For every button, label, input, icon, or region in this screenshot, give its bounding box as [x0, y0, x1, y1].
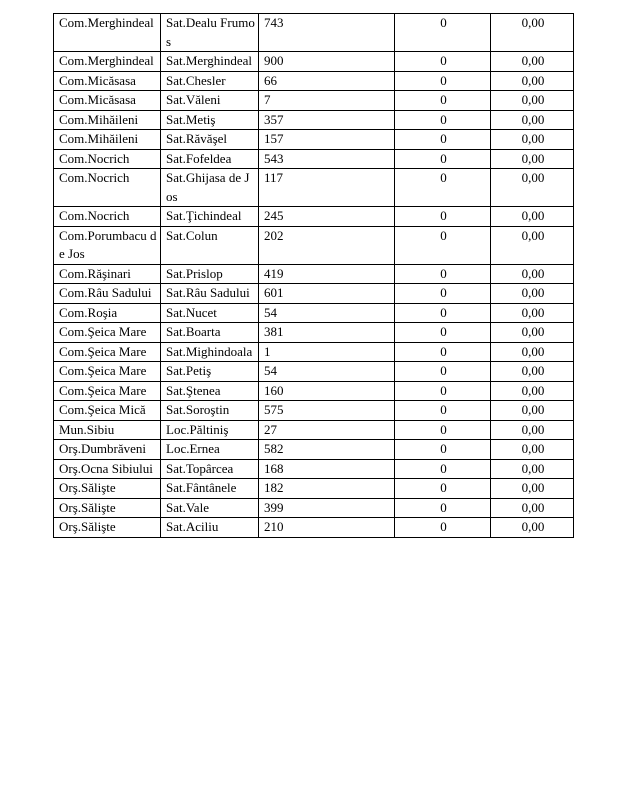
table-row	[54, 518, 574, 538]
cell-value-1: 202	[259, 226, 395, 264]
cell-value-2: 0	[395, 226, 491, 264]
cell-comuna: Orş.Dumbrăveni	[54, 440, 161, 460]
table-row	[54, 149, 574, 169]
cell-sat: Sat.Văleni	[161, 91, 259, 111]
cell-value-3: 0,00	[491, 110, 574, 130]
cell-value-1: 419	[259, 264, 395, 284]
cell-value-2: 0	[395, 149, 491, 169]
cell-sat: Loc.Ernea	[161, 440, 259, 460]
cell-value-1: 601	[259, 284, 395, 304]
cell-value-3: 0,00	[491, 284, 574, 304]
cell-sat: Sat.Chesler	[161, 71, 259, 91]
cell-value-3: 0,00	[491, 169, 574, 207]
cell-value-3: 0,00	[491, 264, 574, 284]
cell-value-1: 210	[259, 518, 395, 538]
cell-comuna: Com.Şeica Mare	[54, 342, 161, 362]
table-row	[54, 342, 574, 362]
cell-comuna: Orş.Sălişte	[54, 498, 161, 518]
cell-sat: Loc.Păltiniş	[161, 420, 259, 440]
cell-value-2: 0	[395, 130, 491, 150]
table-row	[54, 479, 574, 499]
cell-sat: Sat.Soroştin	[161, 401, 259, 421]
cell-comuna: Com.Şeica Mare	[54, 323, 161, 343]
cell-value-3: 0,00	[491, 518, 574, 538]
cell-sat: Sat.Aciliu	[161, 518, 259, 538]
table-row	[54, 284, 574, 304]
table-row	[54, 401, 574, 421]
cell-comuna: Com.Merghindeal	[54, 52, 161, 72]
cell-value-2: 0	[395, 401, 491, 421]
cell-sat: Sat.Ştenea	[161, 381, 259, 401]
cell-value-3: 0,00	[491, 149, 574, 169]
cell-value-1: 54	[259, 362, 395, 382]
data-table	[53, 13, 574, 538]
cell-value-3: 0,00	[491, 401, 574, 421]
cell-sat: Sat.Fofeldea	[161, 149, 259, 169]
cell-value-3: 0,00	[491, 226, 574, 264]
table-row	[54, 110, 574, 130]
cell-value-2: 0	[395, 362, 491, 382]
cell-value-2: 0	[395, 284, 491, 304]
cell-comuna: Orş.Sălişte	[54, 479, 161, 499]
cell-sat: Sat.Ţichindeal	[161, 207, 259, 227]
cell-comuna: Com.Nocrich	[54, 207, 161, 227]
cell-comuna: Com.Roşia	[54, 303, 161, 323]
cell-value-3: 0,00	[491, 207, 574, 227]
cell-sat: Sat.Dealu Frumos	[161, 14, 259, 52]
cell-value-3: 0,00	[491, 479, 574, 499]
cell-value-2: 0	[395, 498, 491, 518]
cell-sat: Sat.Nucet	[161, 303, 259, 323]
cell-value-1: 54	[259, 303, 395, 323]
cell-value-2: 0	[395, 323, 491, 343]
table-row	[54, 323, 574, 343]
cell-value-3: 0,00	[491, 498, 574, 518]
cell-value-3: 0,00	[491, 52, 574, 72]
cell-comuna: Com.Merghindeal	[54, 14, 161, 52]
table-row	[54, 459, 574, 479]
cell-value-3: 0,00	[491, 130, 574, 150]
table-row	[54, 381, 574, 401]
cell-value-2: 0	[395, 420, 491, 440]
cell-comuna: Com.Micăsasa	[54, 91, 161, 111]
cell-sat: Sat.Metiş	[161, 110, 259, 130]
cell-comuna: Com.Nocrich	[54, 149, 161, 169]
table-row	[54, 52, 574, 72]
cell-value-1: 543	[259, 149, 395, 169]
table-row	[54, 440, 574, 460]
cell-sat: Sat.Ghijasa de Jos	[161, 169, 259, 207]
cell-comuna: Com.Şeica Mică	[54, 401, 161, 421]
cell-comuna: Com.Mihăileni	[54, 110, 161, 130]
cell-value-2: 0	[395, 440, 491, 460]
cell-value-1: 182	[259, 479, 395, 499]
cell-value-1: 743	[259, 14, 395, 52]
cell-value-3: 0,00	[491, 420, 574, 440]
cell-sat: Sat.Topârcea	[161, 459, 259, 479]
cell-value-1: 357	[259, 110, 395, 130]
cell-value-2: 0	[395, 381, 491, 401]
cell-sat: Sat.Boarta	[161, 323, 259, 343]
table-row	[54, 91, 574, 111]
cell-value-2: 0	[395, 14, 491, 52]
cell-value-2: 0	[395, 342, 491, 362]
cell-value-1: 66	[259, 71, 395, 91]
cell-sat: Sat.Colun	[161, 226, 259, 264]
cell-value-1: 399	[259, 498, 395, 518]
cell-value-3: 0,00	[491, 459, 574, 479]
cell-sat: Sat.Merghindeal	[161, 52, 259, 72]
cell-value-2: 0	[395, 71, 491, 91]
cell-value-3: 0,00	[491, 362, 574, 382]
table-row	[54, 420, 574, 440]
cell-comuna: Mun.Sibiu	[54, 420, 161, 440]
cell-value-1: 168	[259, 459, 395, 479]
cell-comuna: Com.Mihăileni	[54, 130, 161, 150]
cell-value-1: 582	[259, 440, 395, 460]
table-row	[54, 303, 574, 323]
cell-value-2: 0	[395, 479, 491, 499]
cell-sat: Sat.Fântânele	[161, 479, 259, 499]
cell-comuna: Orş.Sălişte	[54, 518, 161, 538]
cell-value-3: 0,00	[491, 303, 574, 323]
cell-comuna: Com.Răşinari	[54, 264, 161, 284]
cell-value-1: 160	[259, 381, 395, 401]
cell-comuna: Orş.Ocna Sibiului	[54, 459, 161, 479]
table-row	[54, 362, 574, 382]
table-row	[54, 14, 574, 52]
cell-value-3: 0,00	[491, 342, 574, 362]
cell-value-1: 1	[259, 342, 395, 362]
cell-comuna: Com.Micăsasa	[54, 71, 161, 91]
cell-value-3: 0,00	[491, 440, 574, 460]
cell-value-2: 0	[395, 169, 491, 207]
cell-comuna: Com.Nocrich	[54, 169, 161, 207]
cell-value-1: 7	[259, 91, 395, 111]
cell-value-1: 900	[259, 52, 395, 72]
cell-value-2: 0	[395, 207, 491, 227]
cell-value-1: 381	[259, 323, 395, 343]
cell-value-3: 0,00	[491, 381, 574, 401]
cell-sat: Sat.Râu Sadului	[161, 284, 259, 304]
cell-sat: Sat.Mighindoala	[161, 342, 259, 362]
table-body	[54, 14, 574, 538]
cell-value-1: 27	[259, 420, 395, 440]
cell-value-2: 0	[395, 264, 491, 284]
table-row	[54, 71, 574, 91]
table-row	[54, 207, 574, 227]
cell-comuna: Com.Şeica Mare	[54, 362, 161, 382]
cell-sat: Sat.Petiş	[161, 362, 259, 382]
cell-value-3: 0,00	[491, 71, 574, 91]
cell-value-1: 575	[259, 401, 395, 421]
cell-value-3: 0,00	[491, 14, 574, 52]
cell-value-2: 0	[395, 110, 491, 130]
cell-value-2: 0	[395, 518, 491, 538]
table-row	[54, 130, 574, 150]
cell-comuna: Com.Porumbacu de Jos	[54, 226, 161, 264]
cell-value-1: 117	[259, 169, 395, 207]
table-row	[54, 169, 574, 207]
cell-value-3: 0,00	[491, 91, 574, 111]
cell-value-2: 0	[395, 91, 491, 111]
cell-value-2: 0	[395, 52, 491, 72]
cell-comuna: Com.Şeica Mare	[54, 381, 161, 401]
cell-sat: Sat.Vale	[161, 498, 259, 518]
cell-value-3: 0,00	[491, 323, 574, 343]
table-row	[54, 226, 574, 264]
cell-value-2: 0	[395, 303, 491, 323]
cell-value-2: 0	[395, 459, 491, 479]
table-row	[54, 498, 574, 518]
table-row	[54, 264, 574, 284]
cell-sat: Sat.Răvăşel	[161, 130, 259, 150]
cell-value-1: 245	[259, 207, 395, 227]
cell-comuna: Com.Râu Sadului	[54, 284, 161, 304]
cell-sat: Sat.Prislop	[161, 264, 259, 284]
cell-value-1: 157	[259, 130, 395, 150]
